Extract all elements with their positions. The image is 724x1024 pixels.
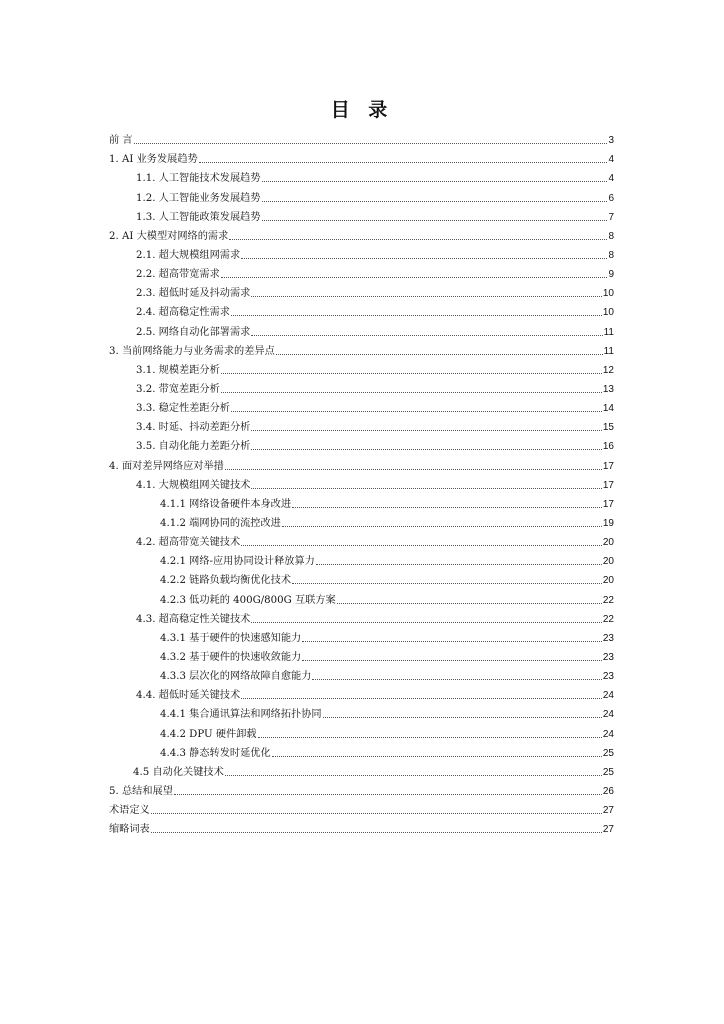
toc-entry[interactable] [109,281,614,300]
toc-entry[interactable] [109,396,614,415]
dot-leader [134,143,608,144]
dot-leader [337,603,602,604]
toc-entry-page-number: 19 [602,517,614,529]
toc-entry-page-number: 23 [602,671,614,683]
toc-entry-page-number: 16 [602,441,614,453]
toc-entry[interactable] [109,262,614,281]
toc-entry-page-number: 25 [602,747,614,759]
toc-entry-title: 4.3. 超高稳定性关键技术 [136,613,251,625]
toc-entry[interactable] [109,185,614,204]
toc-entry-page-number: 12 [602,364,614,376]
toc-entry-title: 4.3.3 层次化的网络故障自愈能力 [160,671,312,683]
toc-entry[interactable] [109,128,614,147]
toc-entry-page-number: 8 [608,230,614,242]
toc-entry[interactable] [109,473,614,492]
dot-leader [241,258,607,259]
toc-entry[interactable] [109,300,614,319]
toc-entry-page-number: 27 [602,805,614,817]
toc-entry[interactable] [109,664,614,683]
toc-entry-page-number: 23 [602,651,614,663]
toc-entry-page-number: 24 [602,709,614,721]
toc-entry-page-number: 26 [602,785,614,797]
toc-entry-title: 术语定义 [109,805,150,817]
dot-leader [302,641,602,642]
dot-leader [262,201,608,202]
toc-entry-page-number: 20 [602,537,614,549]
dot-leader [151,832,602,833]
toc-entry-page-number: 10 [602,288,614,300]
toc-entry-title: 缩略词表 [109,824,150,836]
toc-entry-title: 2.3. 超低时延及抖动需求 [136,288,251,300]
toc-entry-page-number: 20 [602,556,614,568]
toc-entry-title: 3.2. 带宽差距分析 [136,383,220,395]
toc-entry-title: 4.2.2 链路负载均衡优化技术 [160,575,292,587]
page-title: 目 录 [330,99,394,121]
dot-leader [221,392,602,393]
toc-entry[interactable] [109,741,614,760]
toc-entry[interactable] [109,319,614,338]
dot-leader [151,813,602,814]
toc-entry-title: 5. 总结和展望 [109,785,173,797]
toc-entry-page-number: 3 [608,135,614,147]
toc-entry-page-number: 4 [608,154,614,166]
toc-entry-title: 4.4.2 DPU 硬件卸载 [160,728,257,740]
toc-entry-page-number: 11 [603,345,614,357]
toc-entry-page-number: 23 [602,632,614,644]
toc-entry[interactable] [109,205,614,224]
toc-entry[interactable] [109,798,614,817]
dot-leader [199,162,608,163]
dot-leader [225,469,602,470]
toc-entry-title: 4.5 自动化关键技术 [133,766,224,778]
toc-entry-title: 前 言 [109,135,133,147]
dot-leader [262,220,608,221]
toc-entry-page-number: 24 [602,728,614,740]
toc-entry-title: 4.2.3 低功耗的 400G/800G 互联方案 [160,594,336,606]
toc-entry-page-number: 7 [608,211,614,223]
toc-entry-title: 3.3. 稳定性差距分析 [136,403,230,415]
toc-entry-title: 4.2.1 网络-应用协同设计释放算力 [160,556,315,568]
toc-entry-title: 3.1. 规模差距分析 [136,364,220,376]
table-of-contents [109,128,614,836]
toc-entry-title: 1.1. 人工智能技术发展趋势 [136,173,261,185]
toc-entry-title: 4.1.1 网络设备硬件本身改进 [160,498,292,510]
toc-entry-title: 3.4. 时延、抖动差距分析 [136,422,251,434]
toc-entry[interactable] [109,339,614,358]
toc-entry[interactable] [109,702,614,721]
dot-leader [241,545,602,546]
toc-entry-page-number: 8 [608,249,614,261]
toc-entry-title: 2.4. 超高稳定性需求 [136,307,230,319]
dot-leader [262,181,608,182]
dot-leader [229,239,607,240]
toc-entry-page-number: 9 [608,269,614,281]
toc-entry-title: 2.2. 超高带宽需求 [136,269,220,281]
toc-entry[interactable] [109,760,614,779]
toc-entry-page-number: 24 [602,690,614,702]
toc-entry-page-number: 17 [602,460,614,472]
toc-entry[interactable] [109,683,614,702]
dot-leader [251,296,602,297]
toc-entry-page-number: 27 [602,824,614,836]
dot-leader [221,373,602,374]
toc-entry[interactable] [109,817,614,836]
dot-leader [221,277,608,278]
toc-entry[interactable] [109,453,614,472]
dot-leader [302,660,602,661]
toc-entry[interactable] [109,358,614,377]
toc-entry[interactable] [109,607,614,626]
toc-entry[interactable] [109,492,614,511]
dot-leader [276,354,603,355]
toc-entry[interactable] [109,549,614,568]
toc-entry-page-number: 13 [602,383,614,395]
toc-entry-title: 4.4. 超低时延关键技术 [136,690,241,702]
toc-entry-page-number: 22 [602,594,614,606]
toc-entry-title: 2.5. 网络自动化部署需求 [136,326,251,338]
dot-leader [258,737,602,738]
toc-entry[interactable] [109,645,614,664]
toc-entry-title: 4.3.1 基于硬件的快速感知能力 [160,632,302,644]
toc-entry-title: 1.2. 人工智能业务发展趋势 [136,192,261,204]
toc-entry-page-number: 15 [602,422,614,434]
toc-entry-title: 4.4.1 集合通讯算法和网络拓扑协同 [160,709,322,721]
dot-leader [231,411,602,412]
toc-entry-page-number: 6 [608,192,614,204]
toc-entry-title: 1. AI 业务发展趋势 [109,154,198,166]
toc-entry[interactable] [109,587,614,606]
toc-entry[interactable] [109,626,614,645]
toc-entry-page-number: 22 [602,613,614,625]
dot-leader [323,717,602,718]
toc-entry[interactable] [109,568,614,587]
dot-leader [251,622,602,623]
dot-leader [231,315,602,316]
toc-entry[interactable] [109,377,614,396]
toc-entry-title: 2.1. 超大规模组网需求 [136,249,241,261]
dot-leader [251,430,602,431]
toc-entry-title: 1.3. 人工智能政策发展趋势 [136,211,261,223]
toc-entry-title: 2. AI 大模型对网络的需求 [109,230,229,242]
toc-entry[interactable] [109,779,614,798]
toc-entry[interactable] [109,721,614,740]
toc-entry-page-number: 20 [602,575,614,587]
dot-leader [251,449,602,450]
toc-entry-title: 3. 当前网络能力与业务需求的差异点 [109,345,275,357]
toc-entry-page-number: 14 [602,403,614,415]
toc-entry-title: 4. 面对差异网络应对举措 [109,460,224,472]
toc-entry-page-number: 17 [602,479,614,491]
toc-entry-title: 4.1.2 端网协同的流控改进 [160,517,281,529]
toc-entry-title: 3.5. 自动化能力差距分析 [136,441,251,453]
toc-entry-page-number: 4 [608,173,614,185]
toc-entry-title: 4.2. 超高带宽关键技术 [136,537,241,549]
dot-leader [312,679,601,680]
dot-leader [316,564,602,565]
dot-leader [251,488,602,489]
toc-entry[interactable] [109,434,614,453]
toc-entry-page-number: 10 [602,307,614,319]
toc-entry-title: 4.4.3 静态转发时延优化 [160,747,271,759]
dot-leader [174,794,602,795]
dot-leader [225,775,602,776]
dot-leader [251,335,602,336]
toc-entry[interactable] [109,147,614,166]
dot-leader [292,507,602,508]
dot-leader [241,698,602,699]
toc-entry-page-number: 17 [602,498,614,510]
dot-leader [282,526,602,527]
toc-entry[interactable] [109,224,614,243]
toc-entry[interactable] [109,166,614,185]
toc-entry-title: 4.1. 大规模组网关键技术 [136,479,251,491]
dot-leader [272,756,602,757]
toc-entry-page-number: 25 [602,766,614,778]
toc-entry[interactable] [109,415,614,434]
dot-leader [292,583,602,584]
toc-entry[interactable] [109,530,614,549]
toc-entry-page-number: 11 [603,326,614,338]
toc-entry[interactable] [109,243,614,262]
toc-entry-title: 4.3.2 基于硬件的快速收敛能力 [160,651,302,663]
toc-entry[interactable] [109,511,614,530]
